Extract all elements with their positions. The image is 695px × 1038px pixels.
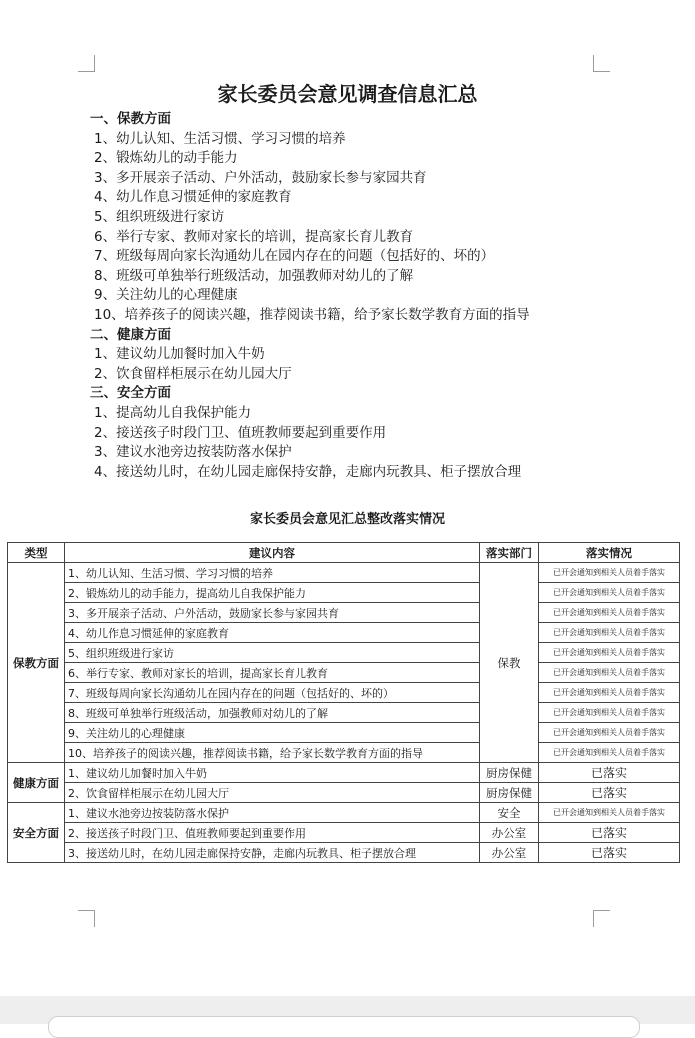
dept-cell: 办公室 (480, 823, 539, 843)
header-content: 建议内容 (65, 543, 480, 563)
table-row (8, 783, 680, 803)
list-item: 2、饮食留样柜展示在幼儿园大厅 (94, 365, 292, 382)
rectification-table (7, 542, 680, 863)
content-cell: 2、锻炼幼儿的动手能力，提高幼儿自我保护能力 (65, 583, 480, 603)
content-cell: 8、班级可单独举行班级活动，加强教师对幼儿的了解 (65, 703, 480, 723)
status-cell: 已开会通知到相关人员着手落实 (539, 603, 680, 623)
section-heading-health: 二、健康方面 (90, 326, 171, 343)
table-row (8, 823, 680, 843)
table-row (8, 763, 680, 783)
list-item: 7、班级每周向家长沟通幼儿在园内存在的问题（包括好的、坏的） (94, 248, 495, 265)
table-row (8, 623, 680, 643)
section-heading-education: 一、保教方面 (90, 111, 171, 127)
dept-cell: 办公室 (480, 843, 539, 863)
status-cell: 已开会通知到相关人员着手落实 (539, 563, 680, 583)
content-cell: 9、关注幼儿的心理健康 (65, 723, 480, 743)
list-item: 8、班级可单独举行班级活动，加强教师对幼儿的了解 (94, 267, 414, 284)
table-row (8, 563, 680, 583)
list-item: 3、建议水池旁边按装防落水保护 (94, 444, 292, 461)
list-item: 4、幼儿作息习惯延伸的家庭教育 (94, 189, 292, 206)
content-cell: 10、培养孩子的阅读兴趣，推荐阅读书籍，给予家长数学教育方面的指导 (65, 743, 480, 763)
table-row (8, 663, 680, 683)
status-cell: 已落实 (539, 843, 680, 863)
list-item: 4、接送幼儿时，在幼儿园走廊保持安静，走廊内玩教具、柜子摆放合理 (94, 463, 522, 480)
dept-cell: 安全 (480, 803, 539, 823)
table-title: 家长委员会意见汇总整改落实情况 (249, 512, 445, 527)
header-type: 类型 (8, 543, 65, 563)
content-cell: 1、幼儿认知、生活习惯、学习习惯的培养 (65, 563, 480, 583)
table-row (8, 843, 680, 863)
summary-list (90, 110, 530, 482)
content-cell: 7、班级每周向家长沟通幼儿在园内存在的问题（包括好的、坏的） (65, 683, 480, 703)
page-corner-mark-bottom-right (593, 910, 610, 927)
table-row (8, 583, 680, 603)
content-cell: 4、幼儿作息习惯延伸的家庭教育 (65, 623, 480, 643)
dept-cell-education: 保教 (480, 563, 539, 763)
status-cell: 已开会通知到相关人员着手落实 (539, 643, 680, 663)
table-row (8, 683, 680, 703)
table-row (8, 703, 680, 723)
content-cell: 2、饮食留样柜展示在幼儿园大厅 (65, 783, 480, 803)
header-status: 落实情况 (539, 543, 680, 563)
page-corner-mark-top-left (78, 55, 95, 72)
table-header-row (8, 543, 680, 563)
dept-cell: 厨房保健 (480, 783, 539, 803)
table-row (8, 603, 680, 623)
bottom-input-area[interactable] (48, 1016, 640, 1038)
status-cell: 已落实 (539, 763, 680, 783)
table-row (8, 723, 680, 743)
status-cell: 已开会通知到相关人员着手落实 (539, 683, 680, 703)
type-cell-education: 保教方面 (8, 563, 65, 763)
page-corner-mark-top-right (593, 55, 610, 72)
list-item: 3、多开展亲子活动、户外活动，鼓励家长参与家园共育 (94, 169, 427, 186)
document-title: 家长委员会意见调查信息汇总 (217, 82, 478, 106)
status-cell: 已开会通知到相关人员着手落实 (539, 803, 680, 823)
status-cell: 已开会通知到相关人员着手落实 (539, 743, 680, 763)
type-cell-health: 健康方面 (8, 763, 65, 803)
header-dept: 落实部门 (480, 543, 539, 563)
status-cell: 已落实 (539, 783, 680, 803)
status-cell: 已开会通知到相关人员着手落实 (539, 703, 680, 723)
status-cell: 已开会通知到相关人员着手落实 (539, 723, 680, 743)
content-cell: 3、多开展亲子活动、户外活动，鼓励家长参与家园共育 (65, 603, 480, 623)
content-cell: 1、建议幼儿加餐时加入牛奶 (65, 763, 480, 783)
content-cell: 6、举行专家、教师对家长的培训，提高家长育儿教育 (65, 663, 480, 683)
list-item: 2、锻炼幼儿的动手能力 (94, 150, 238, 167)
table-row (8, 743, 680, 763)
list-item: 1、建议幼儿加餐时加入牛奶 (94, 346, 265, 363)
list-item: 6、举行专家、教师对家长的培训，提高家长育儿教育 (94, 228, 414, 245)
status-cell: 已开会通知到相关人员着手落实 (539, 663, 680, 683)
page-corner-mark-bottom-left (78, 910, 95, 927)
type-cell-safety: 安全方面 (8, 803, 65, 863)
content-cell: 3、接送幼儿时，在幼儿园走廊保持安静，走廊内玩教具、柜子摆放合理 (65, 843, 480, 863)
list-item: 1、幼儿认知、生活习惯、学习习惯的培养 (94, 130, 346, 147)
section-heading-safety: 三、安全方面 (90, 385, 171, 402)
list-item: 1、提高幼儿自我保护能力 (94, 404, 252, 421)
table-row (8, 643, 680, 663)
content-cell: 1、建议水池旁边按装防落水保护 (65, 803, 480, 823)
list-item: 10、培养孩子的阅读兴趣，推荐阅读书籍，给予家长数学教育方面的指导 (94, 306, 530, 323)
dept-cell: 厨房保健 (480, 763, 539, 783)
status-cell: 已开会通知到相关人员着手落实 (539, 583, 680, 603)
list-item: 5、组织班级进行家访 (94, 208, 225, 225)
list-item: 2、接送孩子时段门卫、值班教师要起到重要作用 (94, 424, 387, 441)
content-cell: 2、接送孩子时段门卫、值班教师要起到重要作用 (65, 823, 480, 843)
status-cell: 已开会通知到相关人员着手落实 (539, 623, 680, 643)
status-cell: 已落实 (539, 823, 680, 843)
content-cell: 5、组织班级进行家访 (65, 643, 480, 663)
list-item: 9、关注幼儿的心理健康 (94, 287, 238, 304)
table-row (8, 803, 680, 823)
